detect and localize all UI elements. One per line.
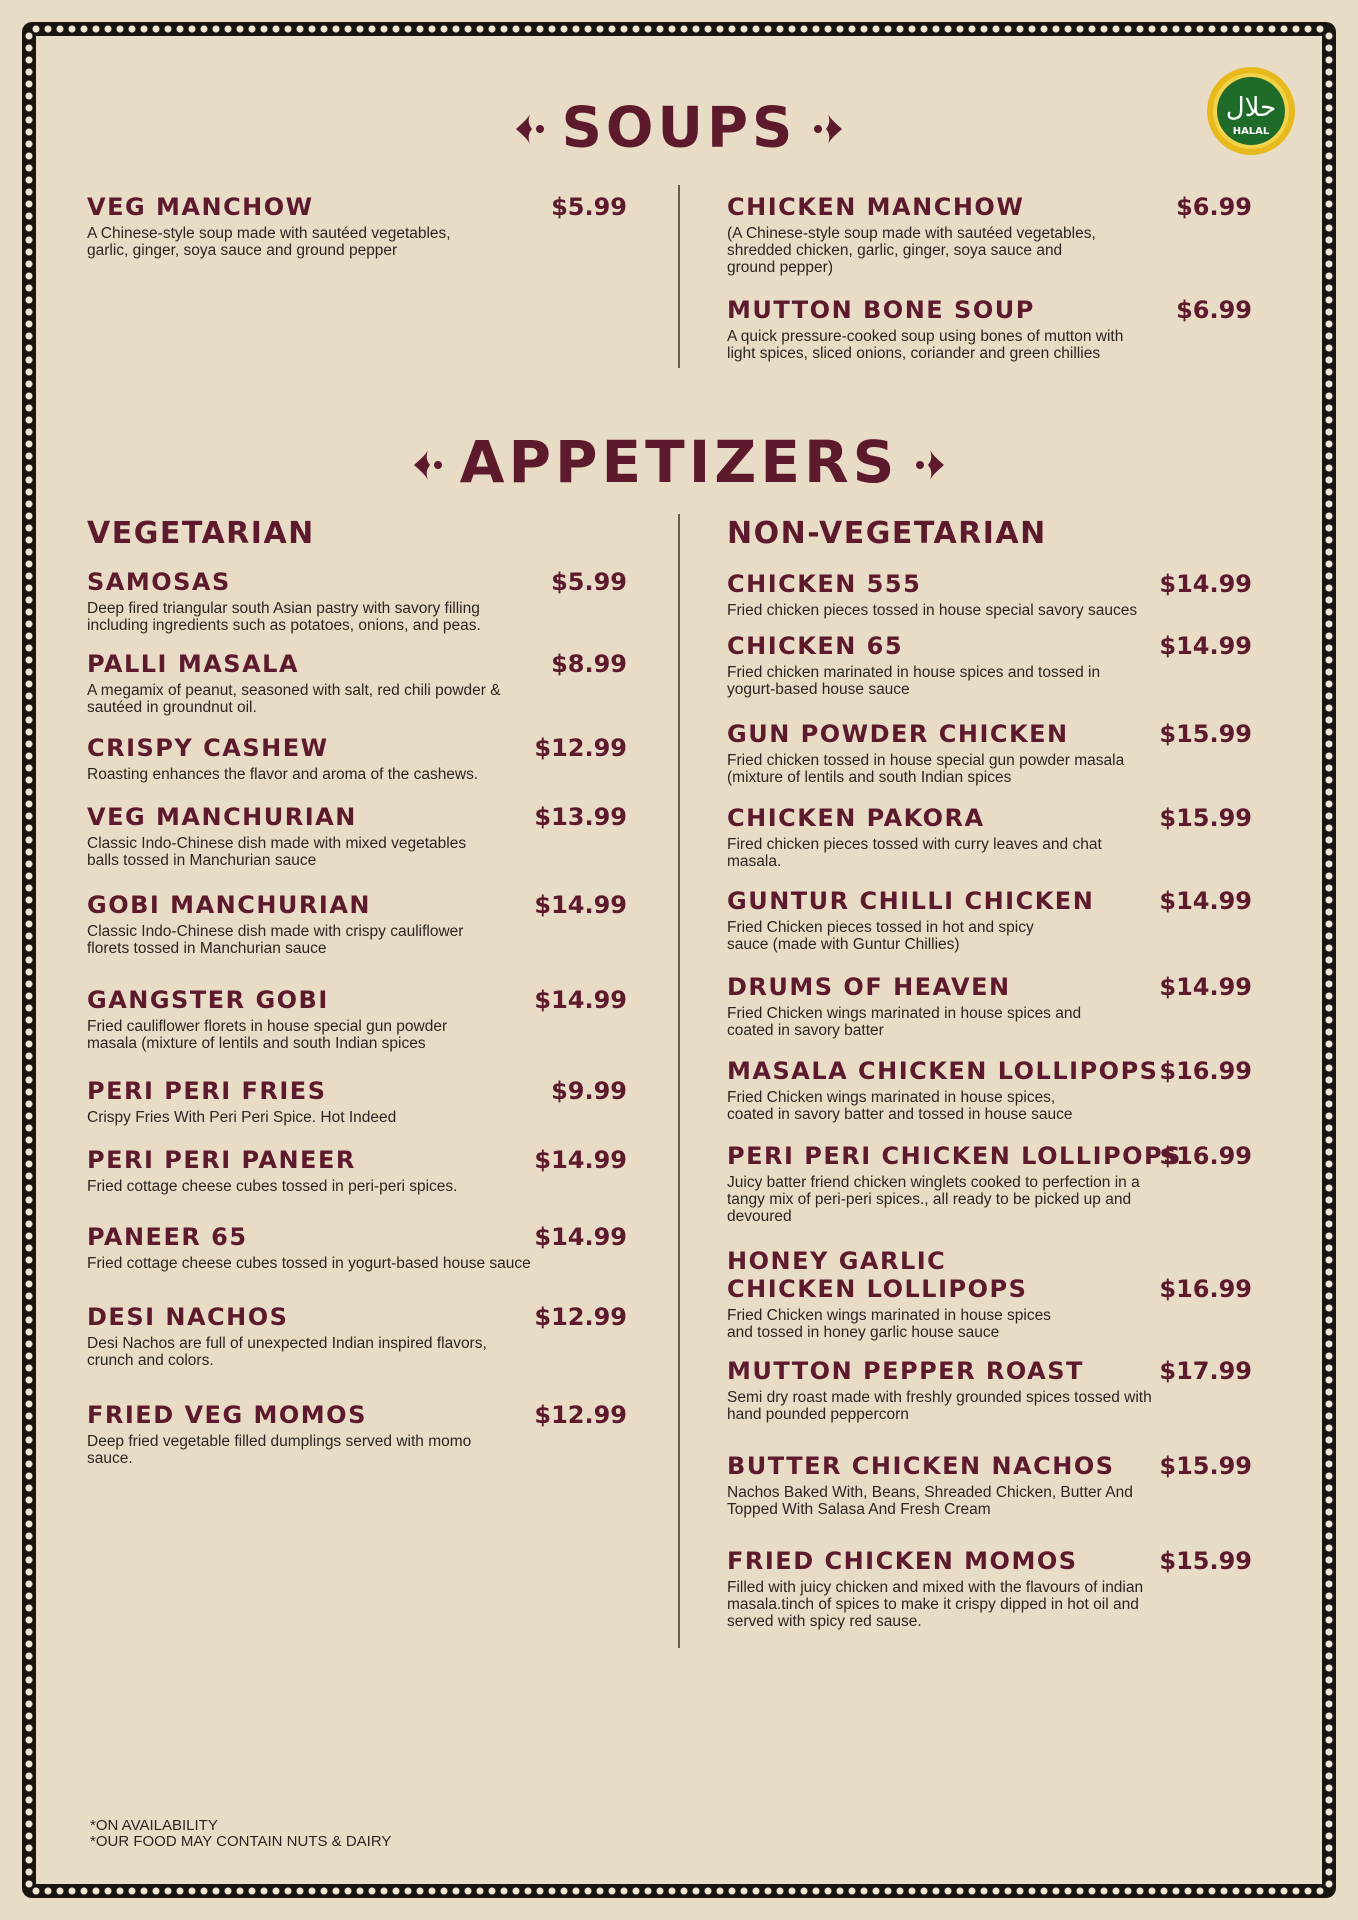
menu-item	[87, 803, 627, 869]
item-price: $15.99	[1159, 1452, 1252, 1480]
item-desc: Desi Nachos are full of unexpected Indian inspired flavors, crunch and colors.	[87, 1335, 487, 1369]
item-price: $17.99	[1159, 1357, 1252, 1385]
item-name: PERI PERI PANEER	[87, 1146, 356, 1174]
menu-item	[87, 734, 627, 783]
item-name: CRISPY CASHEW	[87, 734, 329, 762]
halal-arabic: حلال	[1225, 93, 1277, 123]
item-price: $15.99	[1159, 1547, 1252, 1575]
item-name: CHICKEN 555	[727, 570, 922, 598]
menu-item	[87, 650, 627, 716]
item-name: PERI PERI FRIES	[87, 1077, 327, 1105]
menu-item	[727, 296, 1252, 362]
item-name: HONEY GARLIC CHICKEN LOLLIPOPS	[727, 1247, 1028, 1303]
item-name: SAMOSAS	[87, 568, 231, 596]
menu-item	[727, 804, 1252, 870]
menu-item	[87, 891, 627, 957]
item-desc: A quick pressure-cooked soup using bones of mutton with light spices, sliced onions, coriander and green chillies	[727, 328, 1124, 362]
item-desc: Classic Indo-Chinese dish made with mixed vegetables balls tossed in Manchurian sauce	[87, 835, 467, 869]
item-name: GUNTUR CHILLI CHICKEN	[727, 887, 1095, 915]
item-desc: Roasting enhances the flavor and aroma of the cashews.	[87, 766, 479, 783]
menu-item	[87, 986, 627, 1052]
item-price: $6.99	[1176, 296, 1252, 324]
ornament-left-icon	[514, 95, 548, 160]
item-desc: A megamix of peanut, seasoned with salt, red chili powder & sautéed in groundnut oil.	[87, 682, 501, 716]
menu-item	[727, 887, 1252, 953]
item-price: $14.99	[1159, 570, 1252, 598]
soups-title: SOUPS	[0, 92, 1358, 160]
menu-item	[727, 1057, 1252, 1123]
menu-item	[87, 193, 627, 259]
item-name: PERI PERI CHICKEN LOLLIPOPS	[727, 1142, 1182, 1170]
item-desc: Fried chicken marinated in house spices and tossed in yogurt-based house sauce	[727, 664, 1101, 698]
item-desc: Crispy Fries With Peri Peri Spice. Hot Indeed	[87, 1109, 397, 1126]
menu-item	[727, 1452, 1252, 1518]
item-price: $16.99	[1159, 1142, 1252, 1170]
item-desc: Fried Chicken wings marinated in house spices and coated in savory batter	[727, 1005, 1082, 1039]
item-name: VEG MANCHURIAN	[87, 803, 357, 831]
item-price: $15.99	[1159, 804, 1252, 832]
item-desc: Fired chicken pieces tossed with curry leaves and chat masala.	[727, 836, 1102, 870]
item-name: DRUMS OF HEAVEN	[727, 973, 1011, 1001]
menu-item	[87, 1401, 627, 1467]
item-name: MASALA CHICKEN LOLLIPOPS	[727, 1057, 1159, 1085]
menu-item	[727, 1547, 1252, 1630]
appetizers-title: APPETIZERS	[0, 424, 1358, 496]
item-desc: Fried chicken pieces tossed in house special savory sauces	[727, 602, 1138, 619]
item-price: $5.99	[551, 568, 627, 596]
menu-item	[727, 1142, 1252, 1225]
item-name: FRIED VEG MOMOS	[87, 1401, 367, 1429]
item-price: $16.99	[1159, 1275, 1252, 1303]
ornament-left-icon	[412, 428, 446, 496]
item-price: $12.99	[534, 1401, 627, 1429]
item-desc: Fried Chicken wings marinated in house spices and tossed in honey garlic house sauce	[727, 1307, 1051, 1341]
item-name: MUTTON PEPPER ROAST	[727, 1357, 1084, 1385]
item-desc: A Chinese-style soup made with sautéed vegetables, garlic, ginger, soya sauce and ground pepper	[87, 225, 451, 259]
menu-item	[87, 1223, 627, 1272]
item-desc: Fried cottage cheese cubes tossed in yogurt-based house sauce	[87, 1255, 531, 1272]
menu-item	[727, 720, 1252, 786]
ornament-right-icon	[912, 428, 946, 496]
item-price: $14.99	[534, 1223, 627, 1251]
item-desc: Fried cottage cheese cubes tossed in peri-peri spices.	[87, 1178, 458, 1195]
item-desc: Juicy batter friend chicken winglets cooked to perfection in a tangy mix of peri-peri spices., all ready to be picked up and devoured	[727, 1174, 1140, 1225]
menu-item	[727, 570, 1252, 619]
item-desc: Filled with juicy chicken and mixed with the flavours of indian masala.tinch of spices to make it crispy dipped in hot oil and served with spicy red sause.	[727, 1579, 1144, 1630]
menu-item	[727, 973, 1252, 1039]
item-price: $8.99	[551, 650, 627, 678]
footer-allergen-note: *OUR FOOD MAY CONTAIN NUTS & DAIRY	[90, 1833, 392, 1850]
item-name: DESI NACHOS	[87, 1303, 289, 1331]
item-price: $12.99	[534, 734, 627, 762]
item-name: PALLI MASALA	[87, 650, 300, 678]
item-price: $12.99	[534, 1303, 627, 1331]
item-desc: Classic Indo-Chinese dish made with crispy cauliflower florets tossed in Manchurian sauce	[87, 923, 464, 957]
soups-divider	[678, 185, 680, 368]
item-desc: Deep fired triangular south Asian pastry with savory filling including ingredients such as potatoes, onions, and peas.	[87, 600, 481, 634]
item-name: FRIED CHICKEN MOMOS	[727, 1547, 1078, 1575]
item-price: $14.99	[1159, 973, 1252, 1001]
non-vegetarian-heading: NON-VEGETARIAN	[727, 516, 1047, 551]
item-name: GUN POWDER CHICKEN	[727, 720, 1069, 748]
item-price: $14.99	[534, 891, 627, 919]
item-price: $14.99	[534, 986, 627, 1014]
item-price: $16.99	[1159, 1057, 1252, 1085]
menu-item	[87, 1077, 627, 1126]
item-name: CHICKEN 65	[727, 632, 904, 660]
item-price: $15.99	[1159, 720, 1252, 748]
item-price: $5.99	[551, 193, 627, 221]
item-price: $14.99	[534, 1146, 627, 1174]
item-desc: Semi dry roast made with freshly grounded spices tossed with hand pounded peppercorn	[727, 1389, 1152, 1423]
footer-availability-note: *ON AVAILABILITY	[90, 1817, 218, 1834]
item-desc: Nachos Baked With, Beans, Shreaded Chicken, Butter And Topped With Salasa And Fresh Cream	[727, 1484, 1133, 1518]
menu-item	[87, 1146, 627, 1195]
menu-item	[727, 1357, 1252, 1423]
menu-item	[727, 632, 1252, 698]
item-price: $9.99	[551, 1077, 627, 1105]
item-desc: Fried Chicken wings marinated in house spices, coated in savory batter and tossed in house sauce	[727, 1089, 1073, 1123]
item-name: PANEER 65	[87, 1223, 248, 1251]
item-name: GANGSTER GOBI	[87, 986, 329, 1014]
appetizers-divider	[678, 514, 680, 1648]
item-desc: (A Chinese-style soup made with sautéed vegetables, shredded chicken, garlic, ginger, soya sauce and ground pepper)	[727, 225, 1096, 276]
menu-item	[727, 193, 1252, 276]
vegetarian-heading: VEGETARIAN	[87, 516, 315, 551]
item-name: CHICKEN PAKORA	[727, 804, 985, 832]
item-desc: Fried cauliflower florets in house special gun powder masala (mixture of lentils and south Indian spices	[87, 1018, 448, 1052]
item-desc: Deep fried vegetable filled dumplings served with momo sauce.	[87, 1433, 472, 1467]
item-price: $13.99	[534, 803, 627, 831]
item-name: BUTTER CHICKEN NACHOS	[727, 1452, 1115, 1480]
menu-item	[87, 568, 627, 634]
item-desc: Fried Chicken pieces tossed in hot and spicy sauce (made with Guntur Chillies)	[727, 919, 1034, 953]
item-name: VEG MANCHOW	[87, 193, 314, 221]
item-desc: Fried chicken tossed in house special gun powder masala (mixture of lentils and south Indian spices	[727, 752, 1125, 786]
item-name: CHICKEN MANCHOW	[727, 193, 1025, 221]
item-price: $14.99	[1159, 887, 1252, 915]
item-price: $14.99	[1159, 632, 1252, 660]
item-name: GOBI MANCHURIAN	[87, 891, 371, 919]
halal-label: HALAL	[1232, 126, 1270, 137]
footer-notes	[90, 1818, 391, 1850]
ornament-right-icon	[810, 95, 844, 160]
menu-item	[727, 1247, 1252, 1341]
menu-item	[87, 1303, 627, 1369]
halal-badge-icon	[1206, 66, 1296, 156]
item-name: MUTTON BONE SOUP	[727, 296, 1035, 324]
item-price: $6.99	[1176, 193, 1252, 221]
